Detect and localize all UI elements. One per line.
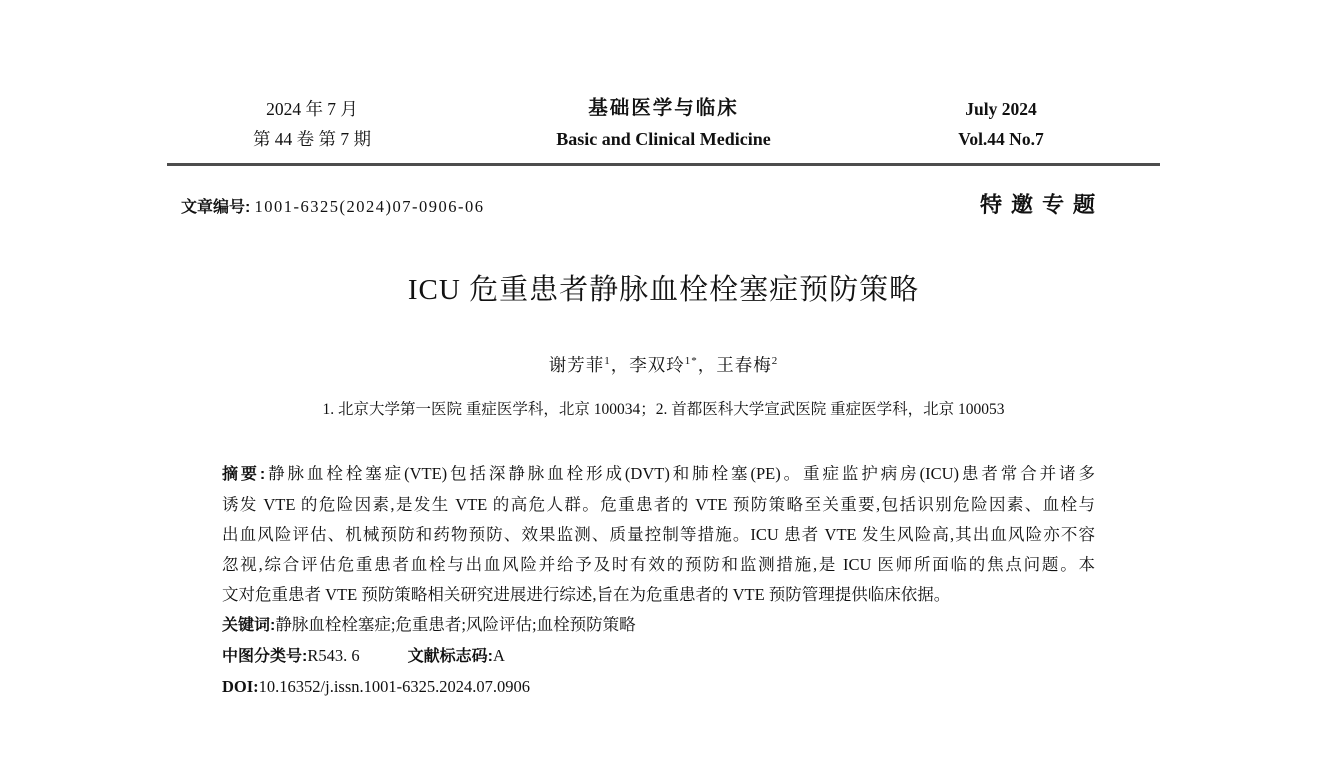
article-number-label: 文章编号: <box>181 199 251 216</box>
masthead-journal-name <box>457 94 870 154</box>
keywords-line <box>222 610 1095 641</box>
masthead-divider <box>167 163 1160 166</box>
article-number <box>181 194 484 217</box>
issue-date-cn: 2024 年 7 月 <box>266 99 358 119</box>
abstract-line: 文对危重患者 VTE 预防策略相关研究进展进行综述,旨在为危重患者的 VTE 预防管理提供临床依据。 <box>222 585 951 604</box>
classification-line <box>222 641 1095 672</box>
abstract-label: 摘要: <box>222 466 266 483</box>
journal-page <box>167 0 1160 702</box>
issue-volume-en: Vol.44 No.7 <box>958 129 1044 149</box>
issue-date-en: July 2024 <box>965 99 1037 119</box>
abstract-line <box>222 459 1095 490</box>
keywords-label: 关键词: <box>222 617 276 634</box>
clc-value: R543. 6 <box>307 646 360 665</box>
author-affil-marker: 1 <box>604 355 611 368</box>
journal-masthead <box>167 94 1160 154</box>
doi-value: 10.16352/j.issn.1001-6325.2024.07.0906 <box>258 677 531 696</box>
author-name: 谢芳菲 <box>548 355 605 375</box>
journal-name-chinese: 基础医学与临床 <box>588 98 739 119</box>
page-title: ICU 危重患者静脉血栓栓塞症预防策略 <box>407 274 920 306</box>
doi-label: DOI: <box>222 677 259 696</box>
doi-line <box>222 672 1095 702</box>
article-meta-row <box>167 188 1160 219</box>
author-separator: ， <box>610 355 630 375</box>
keywords-text: 静脉血栓栓塞症;危重患者;风险评估;血栓预防策略 <box>275 615 636 634</box>
masthead-issue-en <box>870 94 1160 154</box>
doc-code-label: 文献标志码: <box>407 648 493 665</box>
article-number-value: 1001-6325(2024)07-0906-06 <box>254 197 485 216</box>
abstract-block <box>222 459 1095 702</box>
column-badge: 特邀专题 <box>979 192 1105 217</box>
affiliation-line: 1. 北京大学第一医院 重症医学科，北京 100034；2. 首都医科大学宣武医院 重症医学科，北京 100053 <box>322 401 1005 418</box>
clc-label: 中图分类号: <box>222 648 308 665</box>
author-affil-marker: 1* <box>684 355 698 368</box>
masthead-issue-cn <box>167 94 457 154</box>
author-name: 王春梅 <box>716 355 772 375</box>
abstract-line: 诱发 VTE 的危险因素,是发生 VTE 的高危人群。危重患者的 VTE 预防策略至关重要,包括识别危险因素、血栓与 <box>222 495 1095 514</box>
abstract-line: 出血风险评估、机械预防和药物预防、效果监测、质量控制等措施。ICU 患者 VTE 发生风险高,其出血风险亦不容 <box>222 525 1095 544</box>
abstract-text: 静脉血栓栓塞症(VTE)包括深静脉血栓形成(DVT)和肺栓塞(PE)。重症监护病房(ICU)患者常合并诸多 <box>265 464 1095 483</box>
author-name: 李双玲 <box>629 355 685 375</box>
author-affil-marker: 2 <box>771 355 779 368</box>
abstract-line: 忽视,综合评估危重患者血栓与出血风险并给予及时有效的预防和监测措施,是 ICU 医师所面临的焦点问题。本 <box>222 555 1095 574</box>
issue-volume-cn: 第 44 卷 第 7 期 <box>252 129 372 149</box>
author-list <box>167 352 1160 377</box>
journal-name-english: Basic and Clinical Medicine <box>556 129 771 149</box>
author-separator: ， <box>697 355 717 375</box>
doc-code-value: A <box>492 646 505 665</box>
